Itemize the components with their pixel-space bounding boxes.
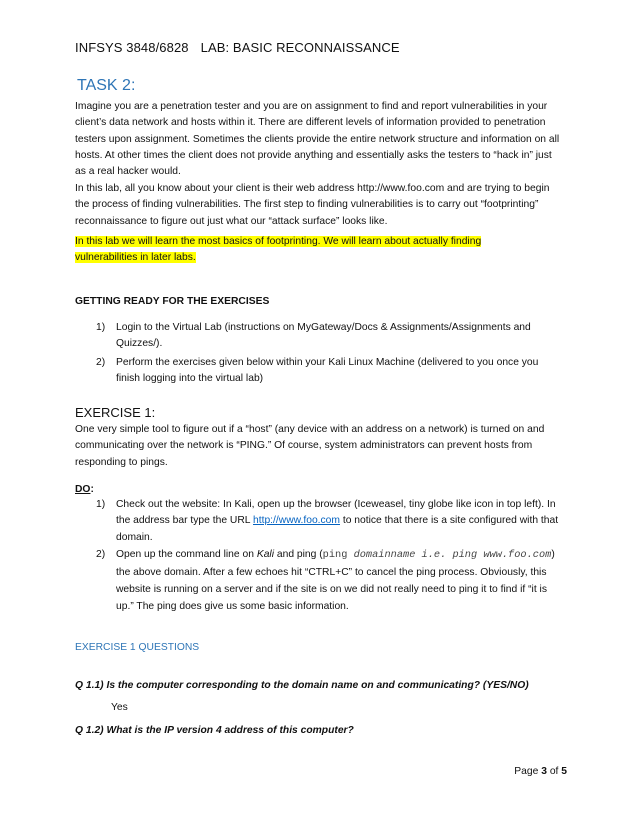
page-header [75, 40, 400, 55]
current-page-number: 3 [541, 766, 547, 777]
ping-command: ping [322, 548, 354, 561]
task-title: TASK 2: [77, 77, 136, 94]
list-item: 2) Perform the exercises given below within your Kali Linux Machine (delivered to you once you finish logging into the virtual lab) [96, 356, 539, 384]
answer-1-1: Yes [111, 702, 128, 713]
ping-domain-example: domainname i.e. ping www.foo.com [353, 548, 552, 561]
course-code: INFSYS 3848/6828 [75, 40, 189, 55]
highlight-line-1: In this lab we will learn the most basics of footprinting. We will learn about actually finding [75, 236, 482, 247]
total-pages: 5 [561, 766, 567, 777]
page-footer: Page 3 of 5 [514, 766, 567, 777]
list-item: 2) Open up the command line on Kali and ping (ping domainname i.e. ping www.foo.com) the above domain. After a few echoes hit “CTRL+C” to cancel the ping process. Obviously, this website is running on a server and if the site is on we did not really need to ping it to find if “it is up.” The ping does give us some basic information. [96, 548, 555, 612]
getting-ready-heading: GETTING READY FOR THE EXERCISES [75, 296, 270, 307]
exercise-1-intro: One very simple tool to figure out if a “host” (any device with an address on a network) is turned on and communicating over the network is “PING.” Of course, system administrators can prevent hosts from responding to pings. [75, 424, 545, 468]
getting-ready-list [78, 320, 556, 387]
task-intro-paragraph: Imagine you are a penetration tester and you are on assignment to find and report vulnerabilities in your client’s data network and hosts within it. There are different levels of information provided to penetration testers upon assignment. Sometimes the clients provide the entire network structure and information on all hosts. At other times the client does not provide anything and essentially asks the testers to “hack in” just as a real hacker would. [75, 101, 560, 178]
question-1-1: Q 1.1) Is the computer corresponding to the domain name on and communicating? (YES/NO) [75, 680, 529, 691]
list-item: 1) Check out the website: In Kali, open up the browser (Iceweasel, tiny globe like icon in top left). In the address bar type the URL http://www.foo.com to notice that there is a site configured with that domain. [96, 499, 559, 543]
do-label: DO: [75, 484, 94, 495]
question-1-2: Q 1.2) What is the IP version 4 address of this computer? [75, 725, 354, 736]
list-item: 1) Login to the Virtual Lab (instructions on MyGateway/Docs & Assignments/Assignments and Quizzes/). [96, 322, 531, 350]
questions-section-title: EXERCISE 1 QUESTIONS [75, 642, 200, 653]
lab-title: LAB: BASIC RECONNAISSANCE [200, 40, 400, 55]
task-scope-paragraph: In this lab, all you know about your client is their web address http://www.foo.com and are trying to begin the process of finding vulnerabilities. The first step to finding vulnerabilities is to carry out “footprinting” reconnaissance to figure out just what our “attack surface” looks like. [75, 183, 550, 227]
highlight-line-2: vulnerabilities in later labs. [75, 252, 196, 264]
highlighted-note [75, 234, 565, 267]
exercise-1-steps [78, 497, 564, 615]
foo-url-link[interactable]: http://www.foo.com [253, 515, 340, 527]
exercise-1-title: EXERCISE 1: [75, 405, 156, 420]
